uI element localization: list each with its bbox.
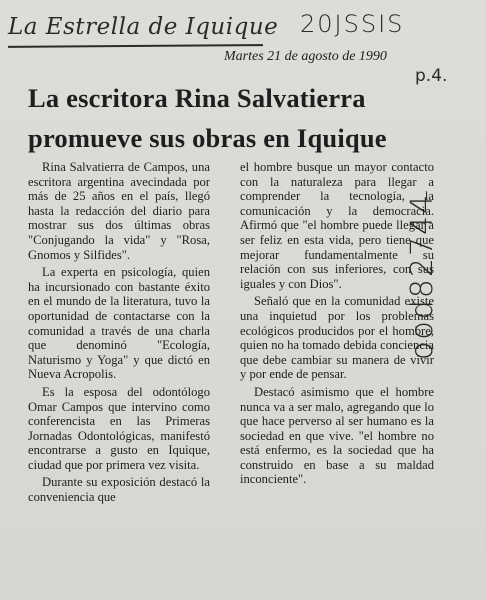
headline: La escritora Rina Salvatierra promueve sus obras en Iquique: [28, 83, 387, 153]
masthead-underline: [8, 44, 263, 48]
page-mark: p.4.: [415, 66, 448, 86]
paragraph: La experta en psicología, quien ha incursionado con bastante éxito en el mundo de la literatura, tuvo la oportunidad de contactarse con la comunidad a través de una charla que denominó "Ecología, Naturismo y Yoga" y que dictó en Nueva Acropolis.: [28, 265, 210, 382]
article-column-2: [240, 160, 434, 490]
side-archive-code: ood82744: [405, 192, 440, 360]
paragraph: Rina Salvatierra de Campos, una escritora argentina avecindada por más de 25 años en el país, llegó hasta la redacción del diario para mostrar sus dos últimas obras "Conjugando la vida" y "Rosa, Gnomos y Silfides".: [28, 160, 210, 262]
paragraph: el hombre busque un mayor contacto con la naturaleza para llegar a comprender la tecnología, la comunicación y la democracia. Afirmó que "el hombre puede llegar a ser feliz en esta vida, pero tiene que mejorar fundamentalmente su relación con sus inferiores, con sus iguales y con Dios".: [240, 160, 434, 291]
paragraph: Destacó asimismo que el hombre nunca va a ser malo, agregando que lo que hace perverso al ser humano es la sociedad en que vive. "el hombre no está enfermo, es la sociedad que ha construido en base a su maldad inconciente".: [240, 384, 434, 487]
dateline: Martes 21 de agosto de 1990: [224, 49, 387, 64]
archive-code: 20JSSIS: [300, 10, 405, 38]
handwritten-masthead: La Estrella de Iquique: [8, 14, 279, 40]
paragraph: Señaló que en la comunidad existe una inquietud por los problemas ecológicos producidos por el hombre, quien no ha tomado debida conciencia que debe cambiar su manera de vivir y por ende de pensar.: [240, 294, 434, 382]
article-column-1: [28, 160, 210, 508]
paragraph: Es la esposa del odontólogo Omar Campos que intervino como conferencista en las Primeras Jornadas Odontológicas, manifestó encontrarse a gusto en Iquique, ciudad que por primera vez visita.: [28, 384, 210, 472]
paragraph: Durante su exposición destacó la conveniencia que: [28, 475, 210, 505]
